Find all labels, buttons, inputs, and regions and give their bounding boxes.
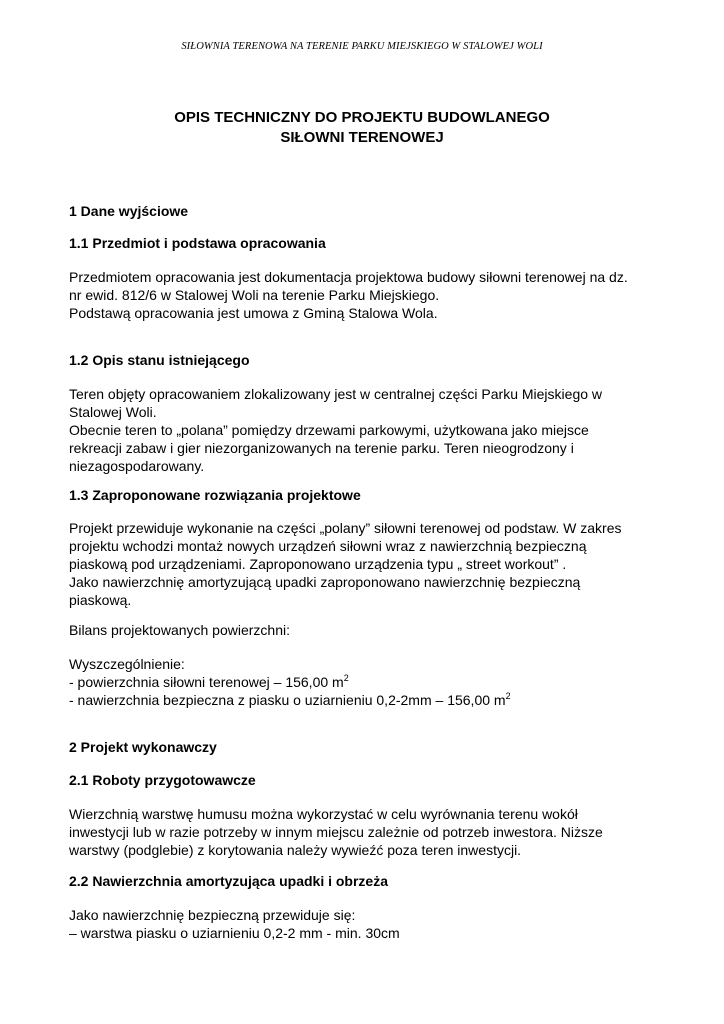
- superscript-exponent: 2: [343, 673, 349, 683]
- paragraph-line: – warstwa piasku o uziarnieniu 0,2-2 mm - min. 30cm: [69, 925, 400, 941]
- paragraph-line: Jako nawierzchnię bezpieczną przewiduje się:: [69, 907, 356, 923]
- paragraph-line: Stalowej Woli.: [69, 404, 157, 420]
- document-title-line-2: SIŁOWNI TERENOWEJ: [280, 129, 444, 146]
- section-2-2-paragraph: [69, 906, 669, 942]
- section-2-heading: 2 Projekt wykonawczy: [69, 739, 217, 755]
- paragraph-line: Podstawą opracowania jest umowa z Gminą Stalowa Wola.: [69, 305, 438, 321]
- paragraph-line: piaskową.: [69, 592, 132, 608]
- paragraph-line: Przedmiotem opracowania jest dokumentacja projektowa budowy siłowni terenowej na dz.: [69, 269, 628, 285]
- paragraph-line: nr ewid. 812/6 w Stalowej Woli na terenie Parku Miejskiego.: [69, 287, 440, 303]
- section-1-2-paragraph: [69, 385, 669, 475]
- balance-intro: Bilans projektowanych powierzchni:: [69, 622, 290, 638]
- specification-item-text: - powierzchnia siłowni terenowej – 156,00 m: [69, 674, 344, 690]
- specification-label: Wyszczególnienie:: [69, 656, 185, 672]
- paragraph-line: Jako nawierzchnię amortyzującą upadki zaproponowano nawierzchnię bezpieczną: [69, 574, 581, 590]
- paragraph-line: inwestycji lub w razie potrzeby w innym miejscu zależnie od potrzeb inwestora. Niższe: [69, 824, 603, 840]
- paragraph-line: Wierzchnią warstwę humusu można wykorzystać w celu wyrównania terenu wokół: [69, 806, 578, 822]
- section-1-2-heading: 1.2 Opis stanu istniejącego: [69, 352, 250, 368]
- specification-list: [69, 655, 669, 709]
- section-1-1-paragraph: [69, 268, 669, 322]
- specification-item: [69, 691, 669, 709]
- document-title: [0, 108, 724, 148]
- section-2-2-heading: 2.2 Nawierzchnia amortyzująca upadki i obrzeża: [69, 873, 388, 889]
- superscript-exponent: 2: [505, 691, 511, 701]
- paragraph-line: Obecnie teren to „polana” pomiędzy drzewami parkowymi, użytkowana jako miejsce: [69, 422, 589, 438]
- document-title-line-1: OPIS TECHNICZNY DO PROJEKTU BUDOWLANEGO: [174, 109, 550, 126]
- paragraph-line: piaskową pod urządzeniami. Zaproponowano urządzenia typu „ street workout” .: [69, 556, 567, 572]
- specification-item: [69, 673, 669, 691]
- section-1-3-heading: 1.3 Zaproponowane rozwiązania projektowe: [69, 487, 361, 503]
- paragraph-line: Projekt przewiduje wykonanie na części „polany” siłowni terenowej od podstaw. W zakres: [69, 520, 622, 536]
- section-1-3-paragraph: [69, 519, 669, 609]
- paragraph-line: warstwy (podglebie) z korytowania należy wywieźć poza teren inwestycji.: [69, 842, 522, 858]
- section-1-1-heading: 1.1 Przedmiot i podstawa opracowania: [69, 235, 326, 251]
- paragraph-line: rekreacji zabaw i gier niezorganizowanych na terenie parku. Teren nieogrodzony i: [69, 440, 574, 456]
- section-2-1-heading: 2.1 Roboty przygotowawcze: [69, 772, 256, 788]
- section-2-1-paragraph: [69, 805, 669, 859]
- specification-item-text: - nawierzchnia bezpieczna z piasku o uziarnieniu 0,2-2mm – 156,00 m: [69, 692, 506, 708]
- running-header: SIŁOWNIA TERENOWA NA TERENIE PARKU MIEJSKIEGO W STALOWEJ WOLI: [181, 41, 543, 52]
- section-1-heading: 1 Dane wyjściowe: [69, 203, 189, 219]
- paragraph-line: niezagospodarowany.: [69, 458, 205, 474]
- paragraph-line: projektu wchodzi montaż nowych urządzeń siłowni wraz z nawierzchnią bezpieczną: [69, 538, 587, 554]
- paragraph-line: Teren objęty opracowaniem zlokalizowany jest w centralnej części Parku Miejskiego w: [69, 386, 603, 402]
